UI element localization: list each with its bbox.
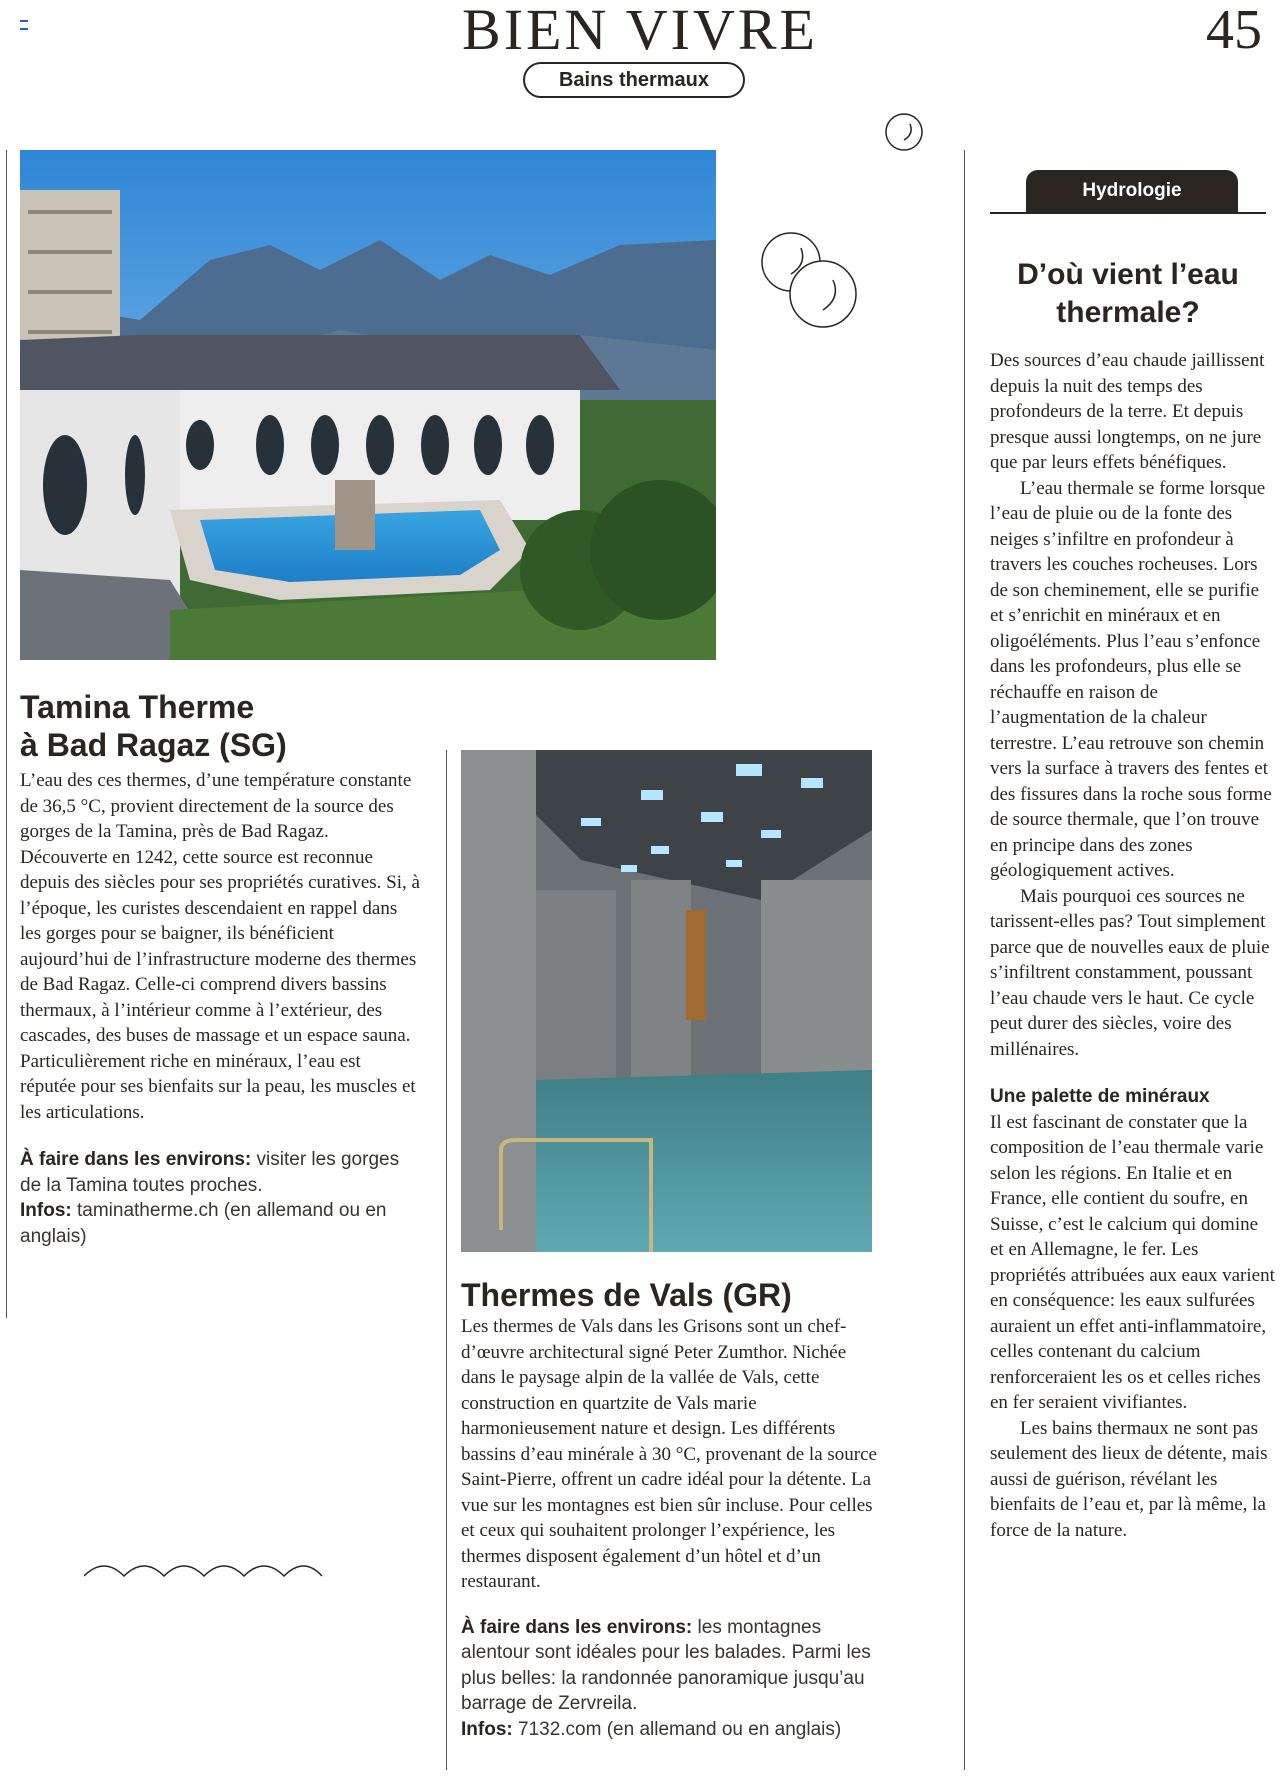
sidebar-subhead: Une palette de minéraux <box>990 1086 1210 1107</box>
nearby-text: les montagnes alentour sont idéales pour les balades. Parmi les plus belles: la randonnée panoramique jusqu’au barrage de Zervreila. <box>461 1616 871 1714</box>
article-tamina-info <box>20 1198 420 1249</box>
sidebar-paragraph-1: Des sources d’eau chaude jaillissent depuis la nuit des temps des profondeurs de la terre. Et depuis presque aussi longtemps, on ne jure que par leurs effets bénéfiques. <box>990 350 1265 473</box>
page-number: 45 <box>1206 0 1262 61</box>
vals-therme-photo <box>461 750 872 1252</box>
article-vals-title: Thermes de Vals (GR) <box>461 1277 792 1313</box>
article-tamina-title-line2: à Bad Ragaz (SG) <box>20 727 287 763</box>
sidebar-tab: Hydrologie <box>1026 170 1238 212</box>
info-label: Infos: <box>20 1200 72 1221</box>
bubble-icon <box>880 112 930 154</box>
bubbles-icon <box>755 228 865 338</box>
sidebar-title <box>990 256 1266 332</box>
column-rule-left <box>6 150 7 1318</box>
column-rule-middle <box>446 750 447 1770</box>
nearby-label: À faire dans les environs: <box>20 1149 252 1170</box>
info-text: 7132.com (en allemand ou en anglais) <box>512 1718 842 1740</box>
sidebar-paragraph-5: Les bains thermaux ne sont pas seulement des lieux de détente, mais aussi de guérison, révélant les bienfaits de l’eau et, par là même, la force de la nature. <box>990 1417 1268 1541</box>
magazine-title: BIEN VIVRE <box>462 0 818 62</box>
article-vals-nearby <box>461 1615 881 1717</box>
article-vals-info <box>461 1717 881 1743</box>
article-tamina <box>20 688 420 1249</box>
article-tamina-title-line1: Tamina Therme <box>20 689 255 725</box>
sidebar-paragraph-4: Il est fascinant de constater que la composition de l’eau thermale varie selon les régions. En Italie et en France, elle contient du soufre, en Suisse, c’est le calcium qui domine et en Allemagne, le fer. Les propriétés attribuées aux eaux varient en conséquence: les eaux sulfurées auraient un effet anti-inflammatoire, celles contenant du calcium renforceraient les os et celles riches en fer seraient vivifiantes. <box>990 1111 1275 1413</box>
article-tamina-body: L’eau des ces thermes, d’une température constante de 36,5 °C, provient directement de la source des gorges de la Tamina, près de Bad Ragaz. Découverte en 1242, cette source est reconnue depuis des siècles pour ses propriétés curatives. Si, à l’époque, les curistes descendaient en rappel dans les gorges pour se baigner, ils bénéficient aujourd’hui de l’infrastructure moderne des thermes de Bad Ragaz. Celle-ci comprend divers bassins thermaux, à l’intérieur comme à l’extérieur, des cascades, des buses de massage et un espace sauna. Particulièrement riche en minéraux, l’eau est réputée pour ses bienfaits sur la peau, les muscles et les articulations. <box>20 770 420 1123</box>
sidebar-title-line1: D’où vient l’eau <box>1017 258 1239 291</box>
sidebar-body <box>990 348 1276 1543</box>
section-label: Bains thermaux <box>523 62 745 98</box>
article-vals-body: Les thermes de Vals dans les Grisons sont un chef-d’œuvre architectural signé Peter Zumthor. Nichée dans le paysage alpin de la vallée de Vals, cette construction en quartzite de Vals marie harmonieusement nature et design. Les différents bassins d’eau minérale à 30 °C, provenant de la source Saint-Pierre, offrent un cadre idéal pour la détente. La vue sur les montagnes est bien sûr incluse. Pour celles et ceux qui souhaitent prolonger l’expérience, les thermes disposent également d’un hôtel et d’un restaurant. <box>461 1316 877 1592</box>
article-tamina-nearby <box>20 1147 420 1198</box>
column-rule-right <box>964 150 965 1770</box>
nearby-label: À faire dans les environs: <box>461 1616 693 1638</box>
sidebar-paragraph-2: L’eau thermale se forme lorsque l’eau de pluie ou de la fonte des neiges s’infiltre en profondeur à travers les couches rocheuses. Lors de son cheminement, elle se purifie et s’enrichit en minéraux et en oligoéléments. Plus l’eau s’enfonce dans les profondeurs, plus elle se réchauffe en raison de l’augmentation de la chaleur terrestre. L’eau retrouve son chemin vers la surface à travers des fentes et des fissures dans la roche sous forme de source thermale, que l’on trouve en principe dans des zones géologiquement actives. <box>990 477 1272 881</box>
info-text: taminatherme.ch (en allemand ou en anglais) <box>20 1200 387 1247</box>
sidebar-tab-rule <box>990 212 1266 214</box>
nearby-text: visiter les gorges de la Tamina toutes proches. <box>20 1149 400 1196</box>
tamina-therme-photo <box>20 150 716 660</box>
sidebar-paragraph-3: Mais pourquoi ces sources ne tarissent-elles pas? Tout simplement parce que de nouvelles eaux de pluie s’infiltrent constamment, poussant l’eau chaude vers le haut. Ce cycle peut durer des siècles, voire des millénaires. <box>990 885 1270 1060</box>
info-label: Infos: <box>461 1718 513 1740</box>
sidebar-title-line2: thermale? <box>1056 296 1200 329</box>
wave-ornament-icon <box>84 1558 324 1588</box>
article-vals <box>461 1276 881 1742</box>
